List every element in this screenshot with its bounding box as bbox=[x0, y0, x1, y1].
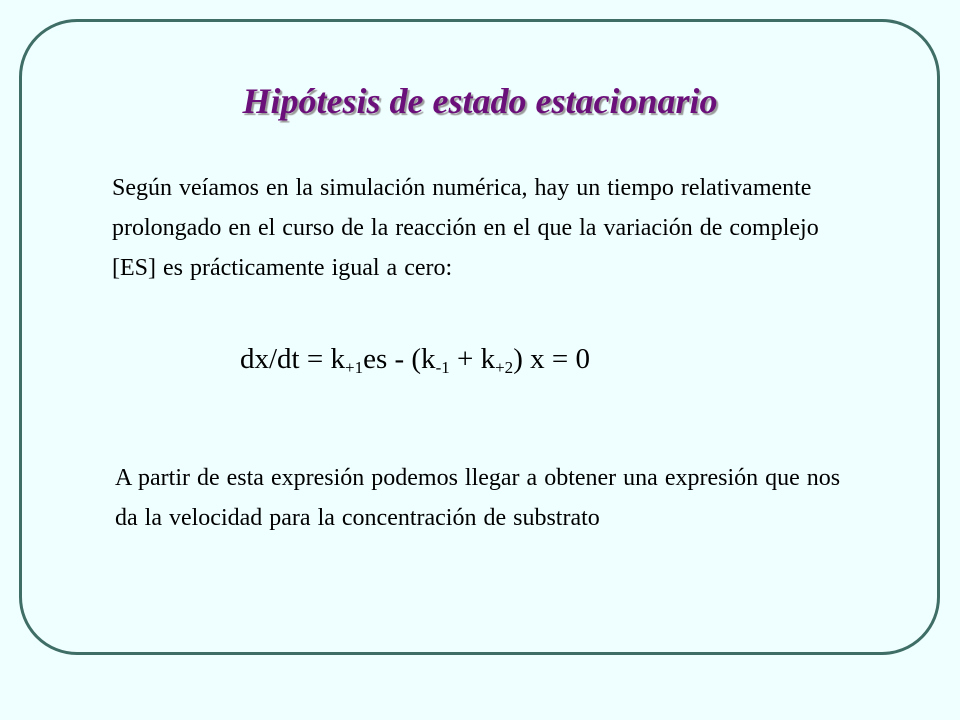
equation-subscript-k-plus-2: +2 bbox=[495, 358, 514, 377]
equation-part-3: + k bbox=[449, 343, 496, 375]
slide-title: Hipótesis de estado estacionario bbox=[242, 81, 718, 121]
conclusion-paragraph: A partir de esta expresión podemos llegar a obtener una expresión que nos da la velocidad para la concentración de substrato bbox=[115, 465, 841, 531]
steady-state-equation bbox=[240, 343, 760, 376]
equation-subscript-k-minus-1: -1 bbox=[435, 358, 450, 377]
intro-paragraph: Según veíamos en la simulación numérica, hay un tiempo relativamente prolongado en el curso de la reacción en el que la variación de complejo [ES] es prácticamente igual a cero: bbox=[112, 175, 819, 281]
equation-part-1: dx/dt = k bbox=[240, 343, 345, 375]
equation-subscript-k-plus-1: +1 bbox=[344, 358, 364, 377]
equation-part-4: ) x = 0 bbox=[513, 343, 590, 375]
equation-part-2: es - (k bbox=[363, 343, 436, 375]
